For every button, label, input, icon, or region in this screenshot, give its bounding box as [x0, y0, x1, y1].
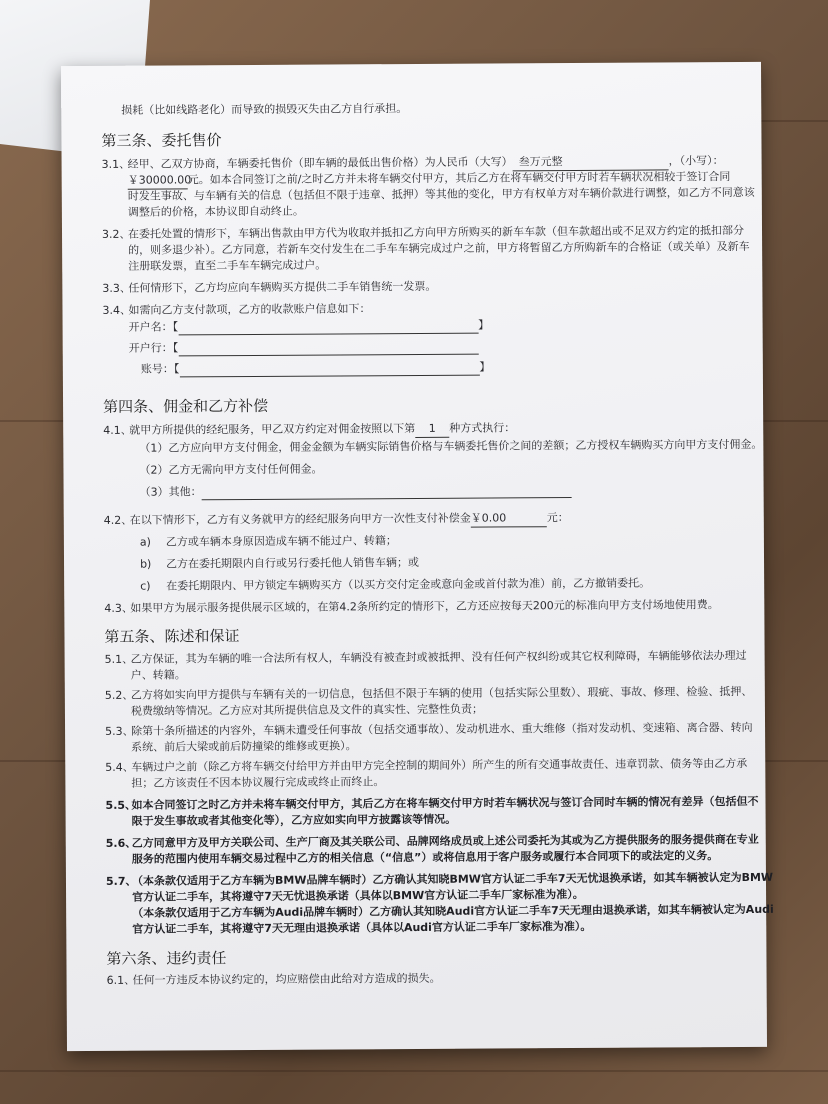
- clause-5-7: 5.7、（本条款仅适用于乙方车辆为BMW品牌车辆时）乙方确认其知晓BMW官方认证二手车7天无忧退换承诺，如其车辆被认定为BMW: [105, 870, 774, 888]
- item-b: b) 乙方在委托期限内自行或另行委托他人销售车辆；或: [140, 555, 420, 571]
- clause-5-4: 5.4、车辆过户之前（除乙方将车辆交付给甲方并由甲方完全控制的期间外）所产生的所有交通事故责任、违章罚款、债务等由乙方承: [105, 756, 748, 774]
- clause-4-3: 4.3、如果甲方为展示服务提供展示区域的，在第4.2条所约定的情形下，乙方还应按每天200元的标准向甲方支付场地使用费。: [104, 598, 719, 615]
- compensation-amount-field: ￥0.00: [471, 509, 547, 528]
- clause-3-3: 3.3、任何情形下，乙方均应向车辆购买方提供二手车销售统一发票。: [102, 279, 437, 295]
- account-bank-line: 开户行：【: [129, 338, 479, 357]
- commission-option-field: 1: [415, 420, 449, 438]
- clause-3-4: 3.4、如需向乙方支付款项，乙方的收款账户信息如下：: [102, 302, 371, 317]
- contract-page: 损耗（比如线路老化）而导致的损毁灭失由乙方自行承担。 第三条、委托售价 3.1、经甲、乙双方协商，车辆委托售价（即车辆的最低出售价格）为人民币（大写） 叁万元整 ，（小写）： ￥30000.00元。如本合同签订之前/之时乙方并未将车辆交付甲方，其后乙方在将车辆交付甲方时若车辆状况相较于签订合同 时发生事故、与车辆有关的信息（包括但不限于违章、抵押）等其他的变化，甲方有权单方对车辆价款进行调整，如乙方不同意该 调整后的价格，本协议即自动终止。 3.2、在委托处置的情形下，车辆出售款由甲方代为收取并抵扣乙方向甲方所购买的新车车款（但车款超出或不足双方约定的抵扣部分 的，则多退少补）。乙方同意，若新车交付发生在二手车车辆完成过户之前，甲方将暂留乙方所购新车的合格证（或关单）及新车 注册联发票，直至二手车车辆完成过户。 3.3、任何情形下，乙方均应向车辆购买方提供二手车销售统一发票。 3.4、如需向乙方支付款项，乙方的收款账户信息如下： 开户名：【 】 开户行：【 账号：【 】 第四条、佣金和乙方补偿 4.1、就甲方所提供的经纪服务，甲乙双方约定对佣金按照以下第 1 种方式执行： （1）乙方应向甲方支付佣金，佣金金额为车辆实际销售价格与车辆委托售价之间的差额；乙方授权车辆购买方向甲方支付佣金。 （2）乙方无需向甲方支付任何佣金。 （3）其他： 4.2、在以下情形下，乙方有义务就甲方的经纪服务向甲方一次性支付补偿金￥0.00 元： a) 乙方或车辆本身原因造成车辆不能过户、转籍； b) 乙方在委托期限内自行或另行委托他人销售车辆；或 c) 在委托期限内、甲方锁定车辆购买方（以买方交付定金或意向金或首付款为准）前，乙方撤销委托。 4.3、如果甲方为展示服务提供展示区域的，在第4.2条所约定的情形下，乙方还应按每天200元的标准向甲方支付场地使用费。 第五条、陈述和保证 5.1、乙方保证，其为车辆的唯一合法所有权人，车辆没有被查封或被抵押、没有任何产权纠纷或其它权利障碍，车辆能够依法办理过 户、转籍。 5.2、乙方将如实向甲方提供与车辆有关的一切信息，包括但不限于车辆的使用（包括实际公里数）、瑕疵、事故、修理、检验、抵押、 税费缴纳等情况。乙方应对其所提供信息及文件的真实性、完整性负责； 5.3、除第十条所描述的内容外，车辆未遭受任何事故（包括交通事故）、发动机进水、重大维修（指对发动机、变速箱、离合器、转向 系统、前后大梁或前后防撞梁的维修或更换）。 5.4、车辆过户之前（除乙方将车辆交付给甲方并由甲方完全控制的期间外）所产生的所有交通事故责任、违章罚款、债务等由乙方承 担；乙方该责任不因本协议履行完成或终止而终止。 5.5、如本合同签订之时乙方并未将车辆交付甲方，其后乙方在将车辆交付甲方时若车辆状况与签订合同时车辆的情况有差异（包括但不 限于发生事故或者其他变化等），乙方应如实向甲方披露该等情况。 5.6、乙方同意甲方及甲方关联公司、生产厂商及其关联公司、品牌网络成员或上述公司委托为其或为乙方提供服务的服务提供商在专业 服务的范围内使用车辆交易过程中乙方的相关信息（“信息”）或将信息用于客户服务或履行本合同项下的或法定的义务。 5.7、（本条款仅适用于乙方车辆为BMW品牌车辆时）乙方确认其知晓BMW官方认证二手车7天无忧退换承诺，如其车辆被认定为BMW 官方认证二手车，其将遵守7天无忧退换承诺（具体以BMW官方认证二手车厂家标准为准）。 （本条款仅适用于乙方车辆为Audi品牌车辆时）乙方确认其知晓Audi官方认证二手车7天无理由退换承诺，如其车辆被认定为Audi 官方认证二手车，其将遵守7天无理由退换承诺（具体以Audi官方认证二手车厂家标准为准）。 第六条、违约责任 6.1、任何一方违反本协议约定的，均应赔偿由此给对方造成的损失。: [61, 62, 767, 1051]
- clause-4-1: 4.1、就甲方所提供的经纪服务，甲乙双方约定对佣金按照以下第 1 种方式执行：: [103, 421, 516, 437]
- top-line: 损耗（比如线路老化）而导致的损毁灭失由乙方自行承担。: [121, 102, 408, 117]
- clause-3-1: 3.1、经甲、乙双方协商，车辆委托售价（即车辆的最低出售价格）为人民币（大写） 叁万元整 ，（小写）：: [101, 154, 724, 171]
- clause-3-2: 3.2、在委托处置的情形下，车辆出售款由甲方代为收取并抵扣乙方向甲方所购买的新车车款（但车款超出或不足双方约定的抵扣部分: [101, 223, 745, 241]
- account-number-line: 账号：【 】: [140, 360, 491, 376]
- section-6-title: 第六条、违约责任: [106, 949, 227, 968]
- option-1: （1）乙方应向甲方支付佣金，佣金金额为车辆实际销售价格与车辆委托售价之间的差额；乙方授权车辆购买方向甲方支付佣金。: [139, 437, 763, 455]
- option-2: （2）乙方无需向甲方支付任何佣金。: [139, 462, 323, 477]
- item-a: a) 乙方或车辆本身原因造成车辆不能过户、转籍；: [139, 534, 397, 549]
- clause-5-2: 5.2、乙方将如实向甲方提供与车辆有关的一切信息，包括但不限于车辆的使用（包括实际公里数）、瑕疵、事故、修理、检验、抵押、: [104, 684, 753, 702]
- item-c: c) 在委托期限内、甲方锁定车辆购买方（以买方交付定金或意向金或首付款为准）前，乙方撤销委托。: [140, 576, 651, 593]
- section-4-title: 第四条、佣金和乙方补偿: [103, 396, 269, 416]
- option-3: （3）其他：: [140, 481, 572, 501]
- clause-5-3: 5.3、除第十条所描述的内容外，车辆未遭受任何事故（包括交通事故）、发动机进水、重大维修（指对发动机、变速箱、离合器、转向: [105, 720, 753, 738]
- clause-5-5: 5.5、如本合同签订之时乙方并未将车辆交付甲方，其后乙方在将车辆交付甲方时若车辆状况与签订合同时车辆的情况有差异（包括但不: [105, 794, 759, 812]
- clause-5-1: 5.1、乙方保证，其为车辆的唯一合法所有权人，车辆没有被查封或被抵押、没有任何产权纠纷或其它权利障碍，车辆能够依法办理过: [104, 648, 747, 666]
- price-lower-field: ￥30000.00: [128, 171, 188, 189]
- account-name-line: 开户名：【 】: [128, 318, 490, 334]
- clause-4-2: 4.2、在以下情形下，乙方有义务就甲方的经纪服务向甲方一次性支付补偿金￥0.00 元：: [103, 511, 569, 527]
- clause-5-6: 5.6、乙方同意甲方及甲方关联公司、生产厂商及其关联公司、品牌网络成员或上述公司委托为其或为乙方提供服务的服务提供商在专业: [105, 832, 759, 850]
- section-3-title: 第三条、委托售价: [101, 131, 222, 150]
- clause-6-1: 6.1、任何一方违反本协议约定的，均应赔偿由此给对方造成的损失。: [106, 971, 441, 987]
- section-5-title: 第五条、陈述和保证: [104, 627, 240, 646]
- price-upper-field: 叁万元整: [513, 152, 669, 171]
